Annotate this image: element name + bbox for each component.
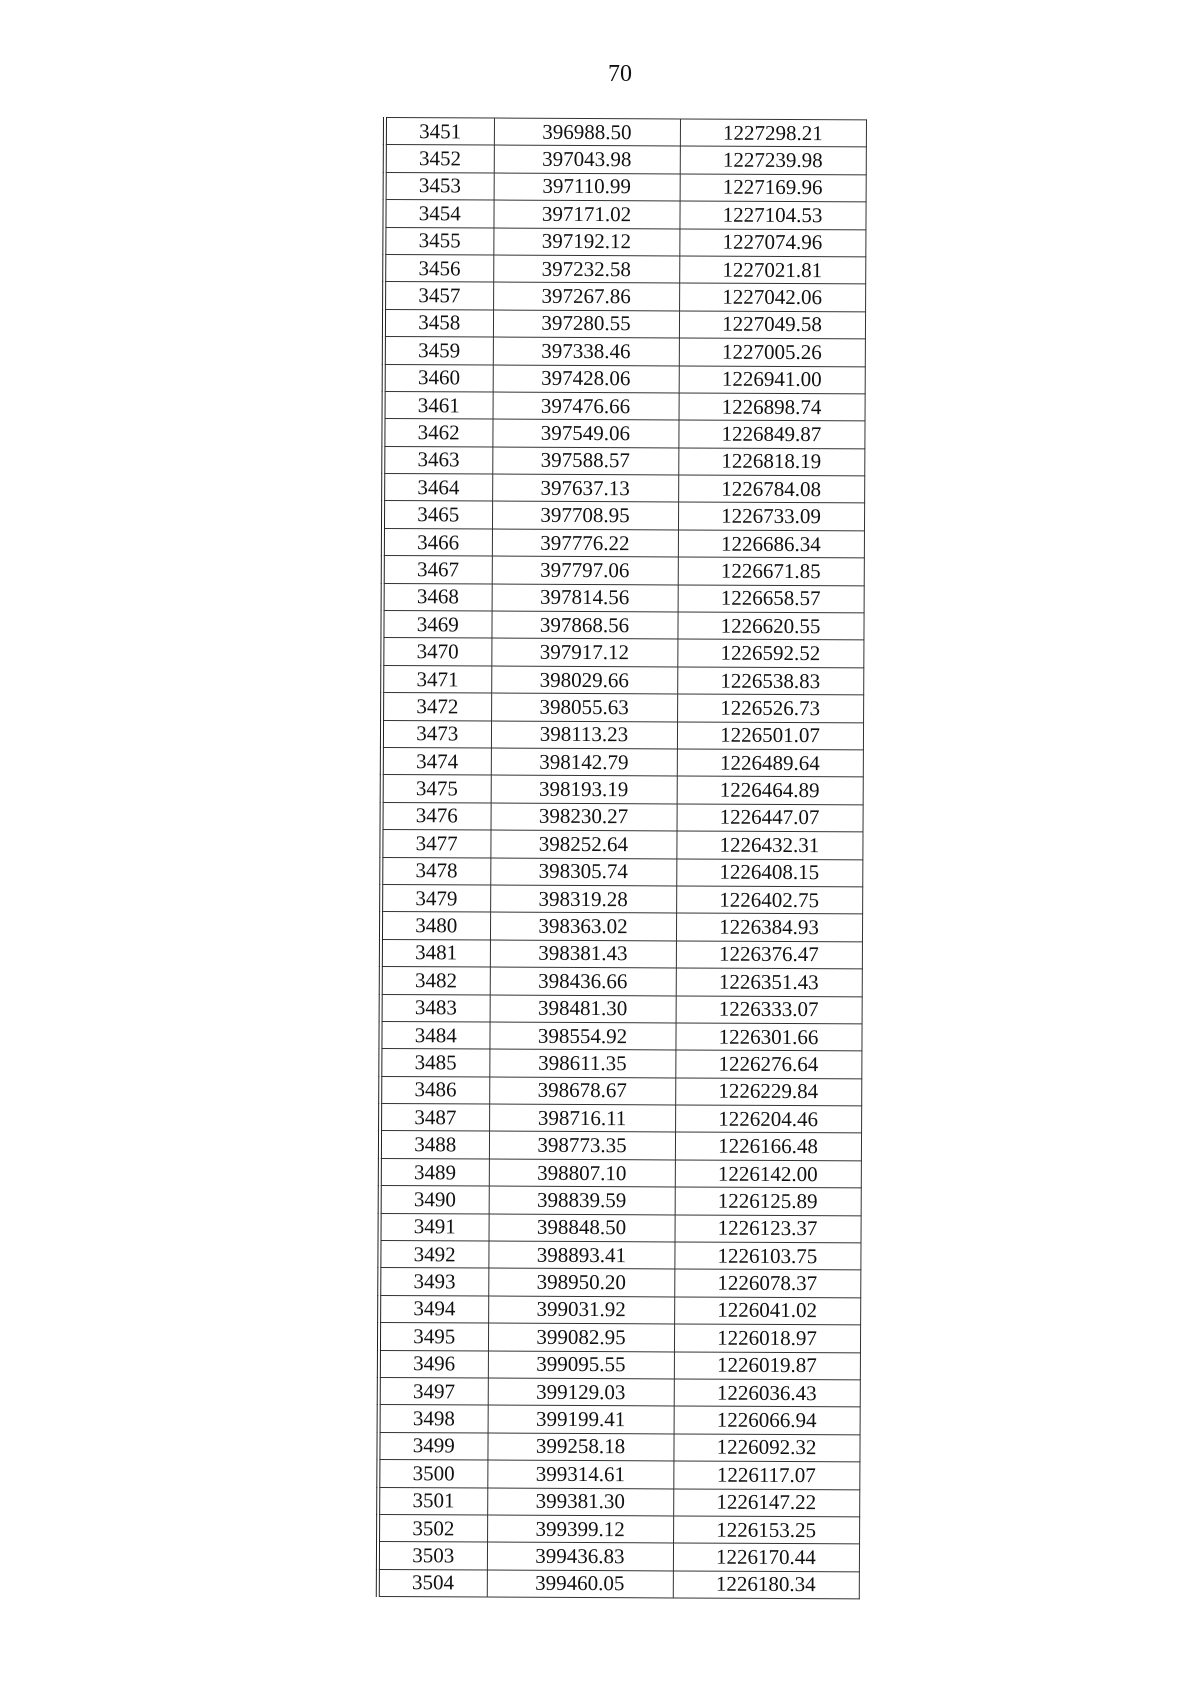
point-number-cell: 3464: [383, 474, 492, 502]
y-coordinate-cell: 1226464.89: [677, 776, 863, 804]
table-row: [383, 446, 864, 476]
point-number-cell: 3480: [381, 912, 490, 940]
point-number-cell: 3479: [381, 884, 490, 912]
x-coordinate-cell: 397776.22: [492, 529, 678, 557]
y-coordinate-cell: 1226408.15: [676, 858, 862, 886]
table-row: [384, 200, 865, 230]
table-row: [382, 802, 863, 832]
point-number-cell: 3473: [382, 720, 491, 748]
point-number-cell: 3462: [383, 419, 492, 447]
point-number-cell: 3490: [380, 1186, 489, 1214]
x-coordinate-cell: 398481.30: [490, 995, 676, 1023]
point-number-cell: 3470: [382, 638, 491, 666]
x-coordinate-cell: 399129.03: [488, 1378, 674, 1406]
table-row: [380, 1049, 861, 1079]
point-number-cell: 3453: [385, 172, 494, 200]
table-row: [381, 912, 862, 942]
table-row: [378, 1460, 859, 1490]
point-number-cell: 3465: [383, 501, 492, 529]
point-number-cell: 3492: [379, 1241, 488, 1269]
table-row: [379, 1405, 860, 1435]
x-coordinate-cell: 399095.55: [488, 1351, 674, 1379]
x-coordinate-cell: 397267.86: [493, 282, 679, 310]
point-number-cell: 3469: [382, 611, 491, 639]
y-coordinate-cell: 1226333.07: [676, 995, 862, 1023]
x-coordinate-cell: 397868.56: [491, 611, 677, 639]
y-coordinate-cell: 1226276.64: [675, 1050, 861, 1078]
y-coordinate-cell: 1227042.06: [679, 283, 865, 311]
table-row: [385, 118, 866, 148]
y-coordinate-cell: 1226103.75: [674, 1242, 860, 1270]
y-coordinate-cell: 1226170.44: [673, 1543, 859, 1571]
point-number-cell: 3468: [383, 583, 492, 611]
y-coordinate-cell: 1226526.73: [677, 694, 863, 722]
point-number-cell: 3478: [381, 857, 490, 885]
table-row: [385, 145, 866, 175]
y-coordinate-cell: 1226849.87: [678, 420, 864, 448]
point-number-cell: 3503: [378, 1542, 487, 1570]
coordinates-table: [376, 117, 867, 1599]
table-row: [383, 556, 864, 586]
y-coordinate-cell: 1226384.93: [676, 913, 862, 941]
table-row: [384, 227, 865, 257]
y-coordinate-cell: 1227104.53: [679, 201, 865, 229]
point-number-cell: 3485: [380, 1049, 489, 1077]
y-coordinate-cell: 1226019.87: [674, 1352, 860, 1380]
x-coordinate-cell: 397814.56: [492, 584, 678, 612]
table-row: [385, 172, 866, 202]
x-coordinate-cell: 398029.66: [491, 666, 677, 694]
table-row: [382, 747, 863, 777]
y-coordinate-cell: 1226489.64: [677, 749, 863, 777]
y-coordinate-cell: 1226671.85: [678, 557, 864, 585]
y-coordinate-cell: 1226620.55: [677, 612, 863, 640]
point-number-cell: 3461: [384, 391, 493, 419]
x-coordinate-cell: 398893.41: [488, 1241, 674, 1269]
point-number-cell: 3474: [382, 747, 491, 775]
table-row: [384, 309, 865, 339]
point-number-cell: 3496: [379, 1350, 488, 1378]
x-coordinate-cell: 398252.64: [490, 830, 676, 858]
x-coordinate-cell: 397232.58: [493, 255, 679, 283]
x-coordinate-cell: 399031.92: [488, 1296, 674, 1324]
point-number-cell: 3497: [379, 1377, 488, 1405]
point-number-cell: 3486: [380, 1076, 489, 1104]
page-number: 70: [608, 61, 632, 87]
x-coordinate-cell: 398142.79: [491, 748, 677, 776]
y-coordinate-cell: 1226301.66: [675, 1023, 861, 1051]
x-coordinate-cell: 398436.66: [490, 967, 676, 995]
point-number-cell: 3481: [381, 939, 490, 967]
table-row: [378, 1514, 859, 1544]
y-coordinate-cell: 1226142.00: [675, 1160, 861, 1188]
point-number-cell: 3488: [380, 1131, 489, 1159]
point-number-cell: 3501: [378, 1487, 487, 1515]
x-coordinate-cell: 397637.13: [492, 474, 678, 502]
y-coordinate-cell: 1226066.94: [674, 1406, 860, 1434]
point-number-cell: 3459: [384, 337, 493, 365]
point-number-cell: 3477: [381, 830, 490, 858]
y-coordinate-cell: 1226784.08: [678, 475, 864, 503]
point-number-cell: 3482: [381, 967, 490, 995]
table-row: [384, 391, 865, 421]
y-coordinate-cell: 1226041.02: [674, 1297, 860, 1325]
point-number-cell: 3476: [382, 802, 491, 830]
point-number-cell: 3491: [380, 1213, 489, 1241]
y-coordinate-cell: 1226686.34: [678, 530, 864, 558]
y-coordinate-cell: 1226123.37: [675, 1215, 861, 1243]
y-coordinate-cell: 1226153.25: [673, 1516, 859, 1544]
x-coordinate-cell: 397338.46: [493, 337, 679, 365]
y-coordinate-cell: 1226376.47: [676, 941, 862, 969]
table-row: [379, 1268, 860, 1298]
point-number-cell: 3458: [384, 309, 493, 337]
y-coordinate-cell: 1227005.26: [679, 338, 865, 366]
x-coordinate-cell: 398305.74: [490, 858, 676, 886]
table-row: [379, 1350, 860, 1380]
x-coordinate-cell: 397588.57: [492, 447, 678, 475]
x-coordinate-cell: 398716.11: [489, 1104, 675, 1132]
point-number-cell: 3494: [379, 1295, 488, 1323]
table-row: [384, 282, 865, 312]
y-coordinate-cell: 1226092.32: [673, 1434, 859, 1462]
table-row: [380, 1076, 861, 1106]
table-row: [383, 419, 864, 449]
table-row: [380, 1104, 861, 1134]
point-number-cell: 3500: [378, 1460, 487, 1488]
table-row: [381, 857, 862, 887]
y-coordinate-cell: 1227239.98: [680, 146, 866, 174]
point-number-cell: 3463: [383, 446, 492, 474]
x-coordinate-cell: 397476.66: [493, 392, 679, 420]
x-coordinate-cell: 398611.35: [489, 1049, 675, 1077]
point-number-cell: 3455: [384, 227, 493, 255]
table-row: [383, 528, 864, 558]
x-coordinate-cell: 398055.63: [491, 693, 677, 721]
y-coordinate-cell: 1227021.81: [679, 256, 865, 284]
x-coordinate-cell: 399258.18: [487, 1433, 673, 1461]
y-coordinate-cell: 1226204.46: [675, 1105, 861, 1133]
table-row: [381, 994, 862, 1024]
y-coordinate-cell: 1226229.84: [675, 1078, 861, 1106]
table-row: [384, 254, 865, 284]
y-coordinate-cell: 1226592.52: [677, 639, 863, 667]
y-coordinate-cell: 1226941.00: [679, 365, 865, 393]
table-row: [379, 1323, 860, 1353]
x-coordinate-cell: 398950.20: [488, 1268, 674, 1296]
x-coordinate-cell: 398193.19: [491, 775, 677, 803]
point-number-cell: 3493: [379, 1268, 488, 1296]
point-number-cell: 3452: [385, 145, 494, 173]
point-number-cell: 3495: [379, 1323, 488, 1351]
coordinates-table-body: [378, 118, 866, 1599]
table-row: [381, 967, 862, 997]
x-coordinate-cell: 397192.12: [493, 228, 679, 256]
x-coordinate-cell: 396988.50: [494, 118, 680, 146]
x-coordinate-cell: 398807.10: [489, 1159, 675, 1187]
table-row: [378, 1487, 859, 1517]
y-coordinate-cell: 1227169.96: [680, 174, 866, 202]
point-number-cell: 3502: [378, 1514, 487, 1542]
point-number-cell: 3466: [383, 528, 492, 556]
point-number-cell: 3456: [384, 254, 493, 282]
point-number-cell: 3467: [383, 556, 492, 584]
x-coordinate-cell: 398113.23: [491, 721, 677, 749]
x-coordinate-cell: 398319.28: [490, 885, 676, 913]
x-coordinate-cell: 397708.95: [492, 502, 678, 530]
x-coordinate-cell: 398381.43: [490, 940, 676, 968]
table-row: [382, 693, 863, 723]
y-coordinate-cell: 1226538.83: [677, 667, 863, 695]
table-row: [382, 665, 863, 695]
table-row: [382, 638, 863, 668]
table-row: [379, 1241, 860, 1271]
y-coordinate-cell: 1226447.07: [677, 804, 863, 832]
x-coordinate-cell: 398230.27: [491, 803, 677, 831]
table-row: [382, 720, 863, 750]
table-row: [383, 474, 864, 504]
y-coordinate-cell: 1226117.07: [673, 1461, 859, 1489]
x-coordinate-cell: 397171.02: [493, 200, 679, 228]
y-coordinate-cell: 1226036.43: [674, 1379, 860, 1407]
y-coordinate-cell: 1226078.37: [674, 1269, 860, 1297]
y-coordinate-cell: 1227049.58: [679, 311, 865, 339]
y-coordinate-cell: 1226018.97: [674, 1324, 860, 1352]
table-row: [381, 830, 862, 860]
x-coordinate-cell: 398839.59: [489, 1186, 675, 1214]
y-coordinate-cell: 1226351.43: [676, 968, 862, 996]
x-coordinate-cell: 397549.06: [492, 419, 678, 447]
y-coordinate-cell: 1226402.75: [676, 886, 862, 914]
table-row: [379, 1295, 860, 1325]
y-coordinate-cell: 1226125.89: [675, 1187, 861, 1215]
table-row: [383, 501, 864, 531]
point-number-cell: 3487: [380, 1104, 489, 1132]
y-coordinate-cell: 1227074.96: [679, 229, 865, 257]
x-coordinate-cell: 397280.55: [493, 310, 679, 338]
point-number-cell: 3483: [381, 994, 490, 1022]
table-row: [382, 611, 863, 641]
point-number-cell: 3504: [378, 1569, 487, 1597]
table-row: [381, 939, 862, 969]
point-number-cell: 3484: [380, 1021, 489, 1049]
table-row: [378, 1432, 859, 1462]
point-number-cell: 3498: [379, 1405, 488, 1433]
point-number-cell: 3457: [384, 282, 493, 310]
x-coordinate-cell: 399381.30: [487, 1488, 673, 1516]
y-coordinate-cell: 1226733.09: [678, 502, 864, 530]
x-coordinate-cell: 399082.95: [488, 1323, 674, 1351]
y-coordinate-cell: 1226147.22: [673, 1488, 859, 1516]
x-coordinate-cell: 399199.41: [488, 1405, 674, 1433]
x-coordinate-cell: 399314.61: [487, 1460, 673, 1488]
point-number-cell: 3451: [385, 118, 494, 146]
point-number-cell: 3499: [378, 1432, 487, 1460]
point-number-cell: 3489: [380, 1158, 489, 1186]
table-row: [380, 1021, 861, 1051]
y-coordinate-cell: 1226658.57: [678, 585, 864, 613]
y-coordinate-cell: 1226818.19: [678, 448, 864, 476]
point-number-cell: 3471: [382, 665, 491, 693]
x-coordinate-cell: 398678.67: [489, 1077, 675, 1105]
x-coordinate-cell: 397917.12: [491, 638, 677, 666]
table-row: [380, 1213, 861, 1243]
y-coordinate-cell: 1226898.74: [679, 393, 865, 421]
table-row: [380, 1186, 861, 1216]
table-row: [380, 1131, 861, 1161]
x-coordinate-cell: 398363.02: [490, 912, 676, 940]
x-coordinate-cell: 397428.06: [493, 365, 679, 393]
y-coordinate-cell: 1226432.31: [676, 831, 862, 859]
x-coordinate-cell: 398848.50: [489, 1214, 675, 1242]
table-row: [381, 884, 862, 914]
table-row: [384, 337, 865, 367]
y-coordinate-cell: 1226180.34: [673, 1571, 859, 1599]
x-coordinate-cell: 397043.98: [494, 145, 680, 173]
table-row: [378, 1542, 859, 1572]
table-row: [383, 583, 864, 613]
x-coordinate-cell: 397797.06: [492, 556, 678, 584]
table-row: [379, 1377, 860, 1407]
table-row: [384, 364, 865, 394]
point-number-cell: 3454: [384, 200, 493, 228]
point-number-cell: 3475: [382, 775, 491, 803]
point-number-cell: 3472: [382, 693, 491, 721]
x-coordinate-cell: 398773.35: [489, 1131, 675, 1159]
y-coordinate-cell: 1227298.21: [680, 119, 866, 147]
x-coordinate-cell: 399460.05: [487, 1570, 673, 1598]
table-row: [378, 1569, 859, 1599]
x-coordinate-cell: 397110.99: [494, 173, 680, 201]
y-coordinate-cell: 1226166.48: [675, 1132, 861, 1160]
y-coordinate-cell: 1226501.07: [677, 722, 863, 750]
x-coordinate-cell: 398554.92: [489, 1022, 675, 1050]
x-coordinate-cell: 399399.12: [487, 1515, 673, 1543]
x-coordinate-cell: 399436.83: [487, 1542, 673, 1570]
table-row: [382, 775, 863, 805]
table-row: [380, 1158, 861, 1188]
point-number-cell: 3460: [384, 364, 493, 392]
